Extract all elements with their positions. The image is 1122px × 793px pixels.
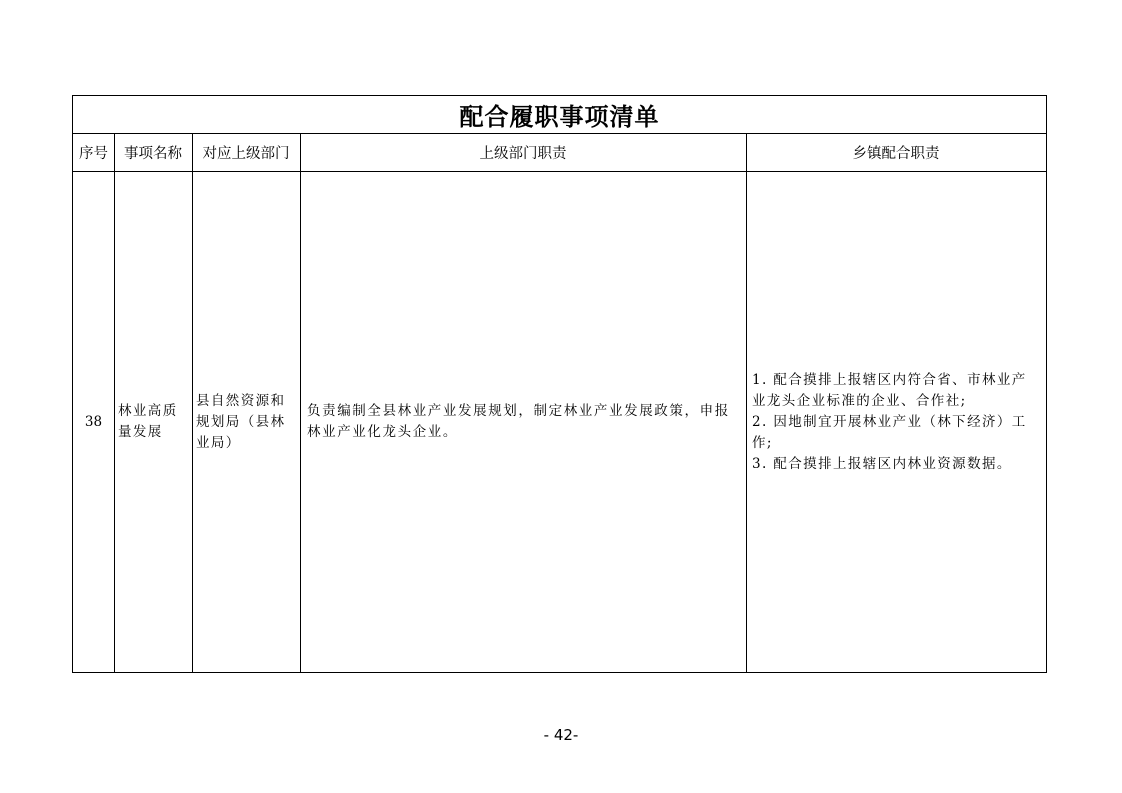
seq-value: 38 (84, 413, 103, 430)
table-grid (73, 134, 1046, 672)
header-town-duty: 乡镇配合职责 (852, 146, 940, 162)
cell-seq (73, 172, 114, 672)
cell-dept-duty (300, 172, 746, 672)
town-duty-list (752, 370, 1041, 475)
header-seq: 序号 (79, 146, 108, 162)
header-dept-duty: 上级部门职责 (479, 146, 567, 162)
town-duty-item: 1. 配合摸排上报辖区内符合省、市林业产业龙头企业标准的企业、合作社; (752, 371, 1027, 409)
duty-table (72, 95, 1047, 673)
cell-item-name (114, 172, 192, 672)
header-item-name: 事项名称 (124, 146, 182, 162)
cell-town-duty (746, 172, 1046, 672)
town-duty-item: 2. 因地制宜开展林业产业（林下经济）工作; (752, 413, 1027, 451)
cell-dept (192, 172, 300, 672)
header-dept: 对应上级部门 (202, 146, 290, 162)
town-duty-item: 3. 配合摸排上报辖区内林业资源数据。 (752, 455, 1012, 472)
dept-duty-value: 负责编制全县林业产业发展规划，制定林业产业发展政策，申报林业产业化龙头企业。 (307, 403, 730, 440)
page-number: - 42- (543, 726, 579, 744)
dept-value: 县自然资源和规划局（县林业局） (196, 392, 286, 451)
item-name-value: 林业高质量发展 (118, 403, 178, 440)
table-title: 配合履职事项清单 (73, 96, 1046, 134)
